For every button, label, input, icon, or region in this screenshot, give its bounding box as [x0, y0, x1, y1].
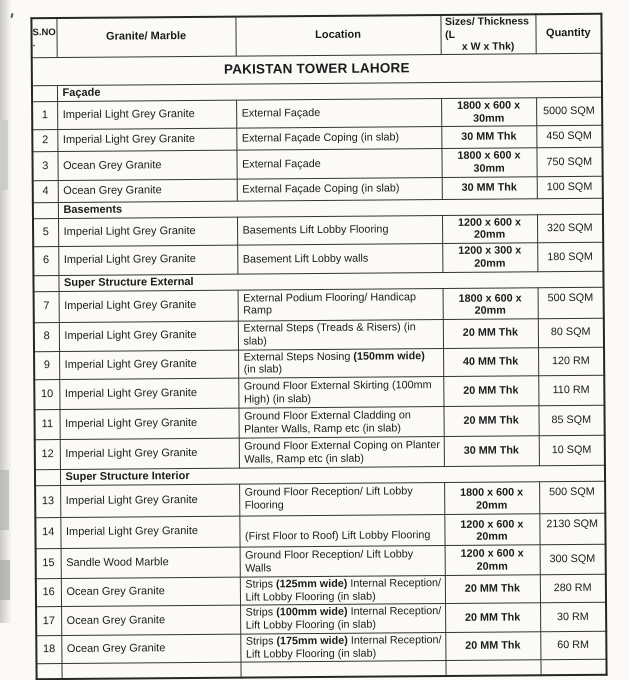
size-cell: 20 MM Thk — [445, 575, 540, 604]
qty-cell: 110 RM — [538, 375, 604, 406]
item-row — [35, 435, 605, 469]
qty-cell: 80 SQM — [538, 318, 604, 347]
sno-cell: 3 — [32, 152, 57, 181]
sno-cell: 5 — [33, 218, 58, 247]
location-cell: External Steps (Treads & Risers) (in slab) — [238, 320, 443, 350]
sno-cell: 2 — [32, 130, 57, 152]
section-label: Façade — [57, 81, 602, 101]
material-cell: Imperial Light Grey Granite — [57, 100, 236, 130]
boq-table-sheet — [30, 13, 605, 680]
location-cell: Strips (175mm wide) Internal Reception/ Lift Lobby Flooring (in slab) — [240, 632, 445, 662]
size-cell: 1200 x 600 x 20mm — [445, 545, 540, 576]
size-cell: 1800 x 600 x 30mm — [441, 148, 536, 177]
qty-cell — [540, 660, 606, 676]
sno-cell: 17 — [36, 607, 61, 636]
size-cell: 20 MM Thk — [443, 376, 538, 407]
material-cell: Imperial Light Grey Granite — [59, 378, 238, 409]
sno-cell — [35, 470, 60, 486]
location-cell: Ground Floor Reception/ Lift Lobby Walls — [240, 546, 445, 578]
material-cell: Ocean Grey Granite — [57, 150, 236, 180]
item-row — [33, 242, 603, 275]
material-cell: Imperial Light Grey Granite — [59, 408, 238, 439]
size-cell: 1200 x 600 x 20mm — [444, 513, 539, 545]
material-cell: Imperial Light Grey Granite — [59, 290, 238, 323]
col-header-size-line2: x W x Thk) — [461, 40, 515, 54]
qty-cell: 180 SQM — [537, 242, 603, 271]
size-cell: 1800 x 600 x 20mm — [444, 482, 539, 514]
title-row — [32, 53, 602, 85]
location-cell: Basements Lift Lobby Flooring — [237, 215, 442, 245]
size-cell: 20 MM Thk — [443, 406, 538, 437]
qty-cell: 5000 SQM — [536, 97, 602, 126]
col-header-material: Granite/ Marble — [56, 17, 235, 58]
scan-artifact — [2, 120, 8, 190]
size-cell: 1200 x 300 x 20mm — [442, 243, 537, 272]
location-cell: Ground Floor External Cladding on Planter Walls, Ramp etc (in slab) — [238, 407, 443, 439]
sno-cell — [33, 275, 58, 291]
item-row — [35, 513, 605, 549]
qty-cell: 85 SQM — [538, 405, 604, 436]
material-cell: Ocean Grey Granite — [61, 634, 240, 664]
size-cell: 1800 x 600 x 30mm — [441, 98, 536, 127]
size-cell: 20 MM Thk — [445, 603, 540, 632]
sno-cell — [32, 85, 57, 101]
col-header-size-line1: Sizes/ Thickness (L — [444, 15, 530, 41]
size-cell: 1800 x 600 x 20mm — [443, 287, 538, 319]
item-row — [36, 544, 606, 578]
qty-cell: 750 SQM — [536, 148, 602, 177]
material-cell: Ocean Grey Granite — [61, 606, 240, 636]
qty-cell: 300 SQM — [540, 544, 606, 575]
item-row — [34, 405, 604, 439]
col-header-qty: Quantity — [535, 14, 601, 54]
qty-cell: 500 SQM — [539, 481, 605, 513]
scan-speck — [10, 13, 13, 18]
section-label: Super Structure Interior — [60, 465, 605, 485]
material-cell: Imperial Light Grey Granite — [60, 438, 239, 469]
location-cell: Basement Lift Lobby walls — [237, 244, 442, 274]
item-row — [34, 318, 604, 351]
item-row — [35, 481, 605, 517]
sno-cell: 12 — [35, 440, 60, 470]
section-label: Super Structure External — [58, 271, 603, 291]
item-row — [36, 660, 606, 679]
col-header-size — [440, 14, 535, 54]
size-cell: 30 MM Thk — [441, 126, 536, 149]
qty-cell: 280 RM — [540, 574, 606, 603]
item-row — [34, 287, 604, 323]
size-cell: 1200 x 600 x 20mm — [442, 214, 537, 243]
size-cell: 30 MM Thk — [442, 176, 537, 199]
item-row — [34, 375, 604, 409]
material-cell: Sandle Wood Marble — [61, 547, 240, 578]
item-row — [34, 347, 604, 380]
qty-cell: 60 RM — [540, 631, 606, 660]
qty-cell: 500 SQM — [538, 287, 604, 319]
location-cell: (First Floor to Roof) Lift Lobby Flooring — [239, 514, 444, 547]
item-row — [32, 97, 602, 130]
material-cell: Ocean Grey Granite — [61, 577, 240, 607]
sno-cell: 8 — [34, 323, 59, 352]
sno-cell: 13 — [35, 486, 60, 518]
location-cell: External Façade — [236, 149, 441, 179]
location-cell: External Façade Coping (in slab) — [237, 177, 442, 201]
scan-artifact — [0, 470, 9, 530]
location-cell: External Façade Coping (in slab) — [236, 127, 441, 151]
material-cell: Imperial Light Grey Granite — [58, 245, 237, 275]
location-cell: Strips (100mm wide) Internal Reception/ Lift Lobby Flooring (in slab) — [240, 604, 445, 634]
qty-cell: 100 SQM — [537, 176, 603, 199]
sno-cell: 15 — [36, 549, 61, 579]
qty-cell: 2130 SQM — [539, 513, 605, 545]
material-cell: Imperial Light Grey Granite — [60, 484, 239, 517]
location-cell: Strips (125mm wide) Internal Reception/ Lift Lobby Flooring (in slab) — [240, 576, 445, 606]
size-cell: 20 MM Thk — [445, 632, 540, 661]
material-cell — [61, 663, 240, 679]
item-row — [32, 148, 602, 181]
location-cell: External Steps Nosing (150mm wide) (in slab) — [238, 348, 443, 378]
size-cell — [445, 660, 540, 676]
table-header — [31, 14, 601, 58]
material-cell: Imperial Light Grey Granite — [58, 217, 237, 247]
page-title: PAKISTAN TOWER LAHORE — [32, 53, 602, 85]
location-cell: External Façade — [236, 98, 441, 128]
sno-cell: 6 — [33, 247, 58, 276]
location-cell: Ground Floor Reception/ Lift Lobby Flooring — [239, 483, 444, 516]
qty-cell: 30 RM — [540, 603, 606, 632]
location-cell — [240, 661, 445, 678]
sno-cell — [33, 202, 58, 218]
sno-cell: 4 — [33, 180, 58, 202]
material-cell: Imperial Light Grey Granite — [60, 516, 239, 549]
qty-cell: 10 SQM — [539, 435, 605, 466]
qty-cell: 320 SQM — [537, 214, 603, 243]
col-header-sno: S.NO. — [31, 18, 56, 57]
sno-cell: 10 — [34, 380, 59, 410]
item-row — [33, 214, 603, 247]
sno-cell: 7 — [34, 291, 59, 323]
section-label: Basements — [58, 198, 603, 218]
location-cell: Ground Floor External Coping on Planter Walls, Ramp etc (in slab) — [239, 437, 444, 469]
material-cell: Imperial Light Grey Granite — [59, 350, 238, 380]
qty-cell: 450 SQM — [536, 126, 602, 149]
sno-cell: 11 — [34, 410, 59, 440]
material-cell: Imperial Light Grey Granite — [59, 321, 238, 351]
sno-cell: 14 — [35, 517, 60, 549]
material-cell: Ocean Grey Granite — [58, 179, 237, 202]
header-row — [31, 14, 601, 58]
item-row — [36, 631, 606, 664]
sno-cell — [36, 664, 61, 679]
sno-cell: 1 — [32, 101, 57, 130]
item-row — [36, 603, 606, 636]
scan-artifact — [0, 560, 10, 600]
location-cell: External Podium Flooring/ Handicap Ramp — [238, 288, 443, 321]
sno-cell: 9 — [34, 351, 59, 380]
size-cell: 30 MM Thk — [444, 436, 539, 467]
item-row — [36, 574, 606, 607]
material-cell: Imperial Light Grey Granite — [57, 128, 236, 151]
col-header-location: Location — [235, 15, 440, 56]
location-cell: Ground Floor External Skirting (100mm High) (in slab) — [238, 377, 443, 409]
sno-cell: 16 — [36, 579, 61, 608]
size-cell: 20 MM Thk — [443, 319, 538, 348]
boq-table — [30, 13, 607, 680]
qty-cell: 120 RM — [538, 347, 604, 376]
sno-cell: 18 — [36, 635, 61, 664]
size-cell: 40 MM Thk — [443, 347, 538, 376]
table-body — [32, 81, 607, 679]
